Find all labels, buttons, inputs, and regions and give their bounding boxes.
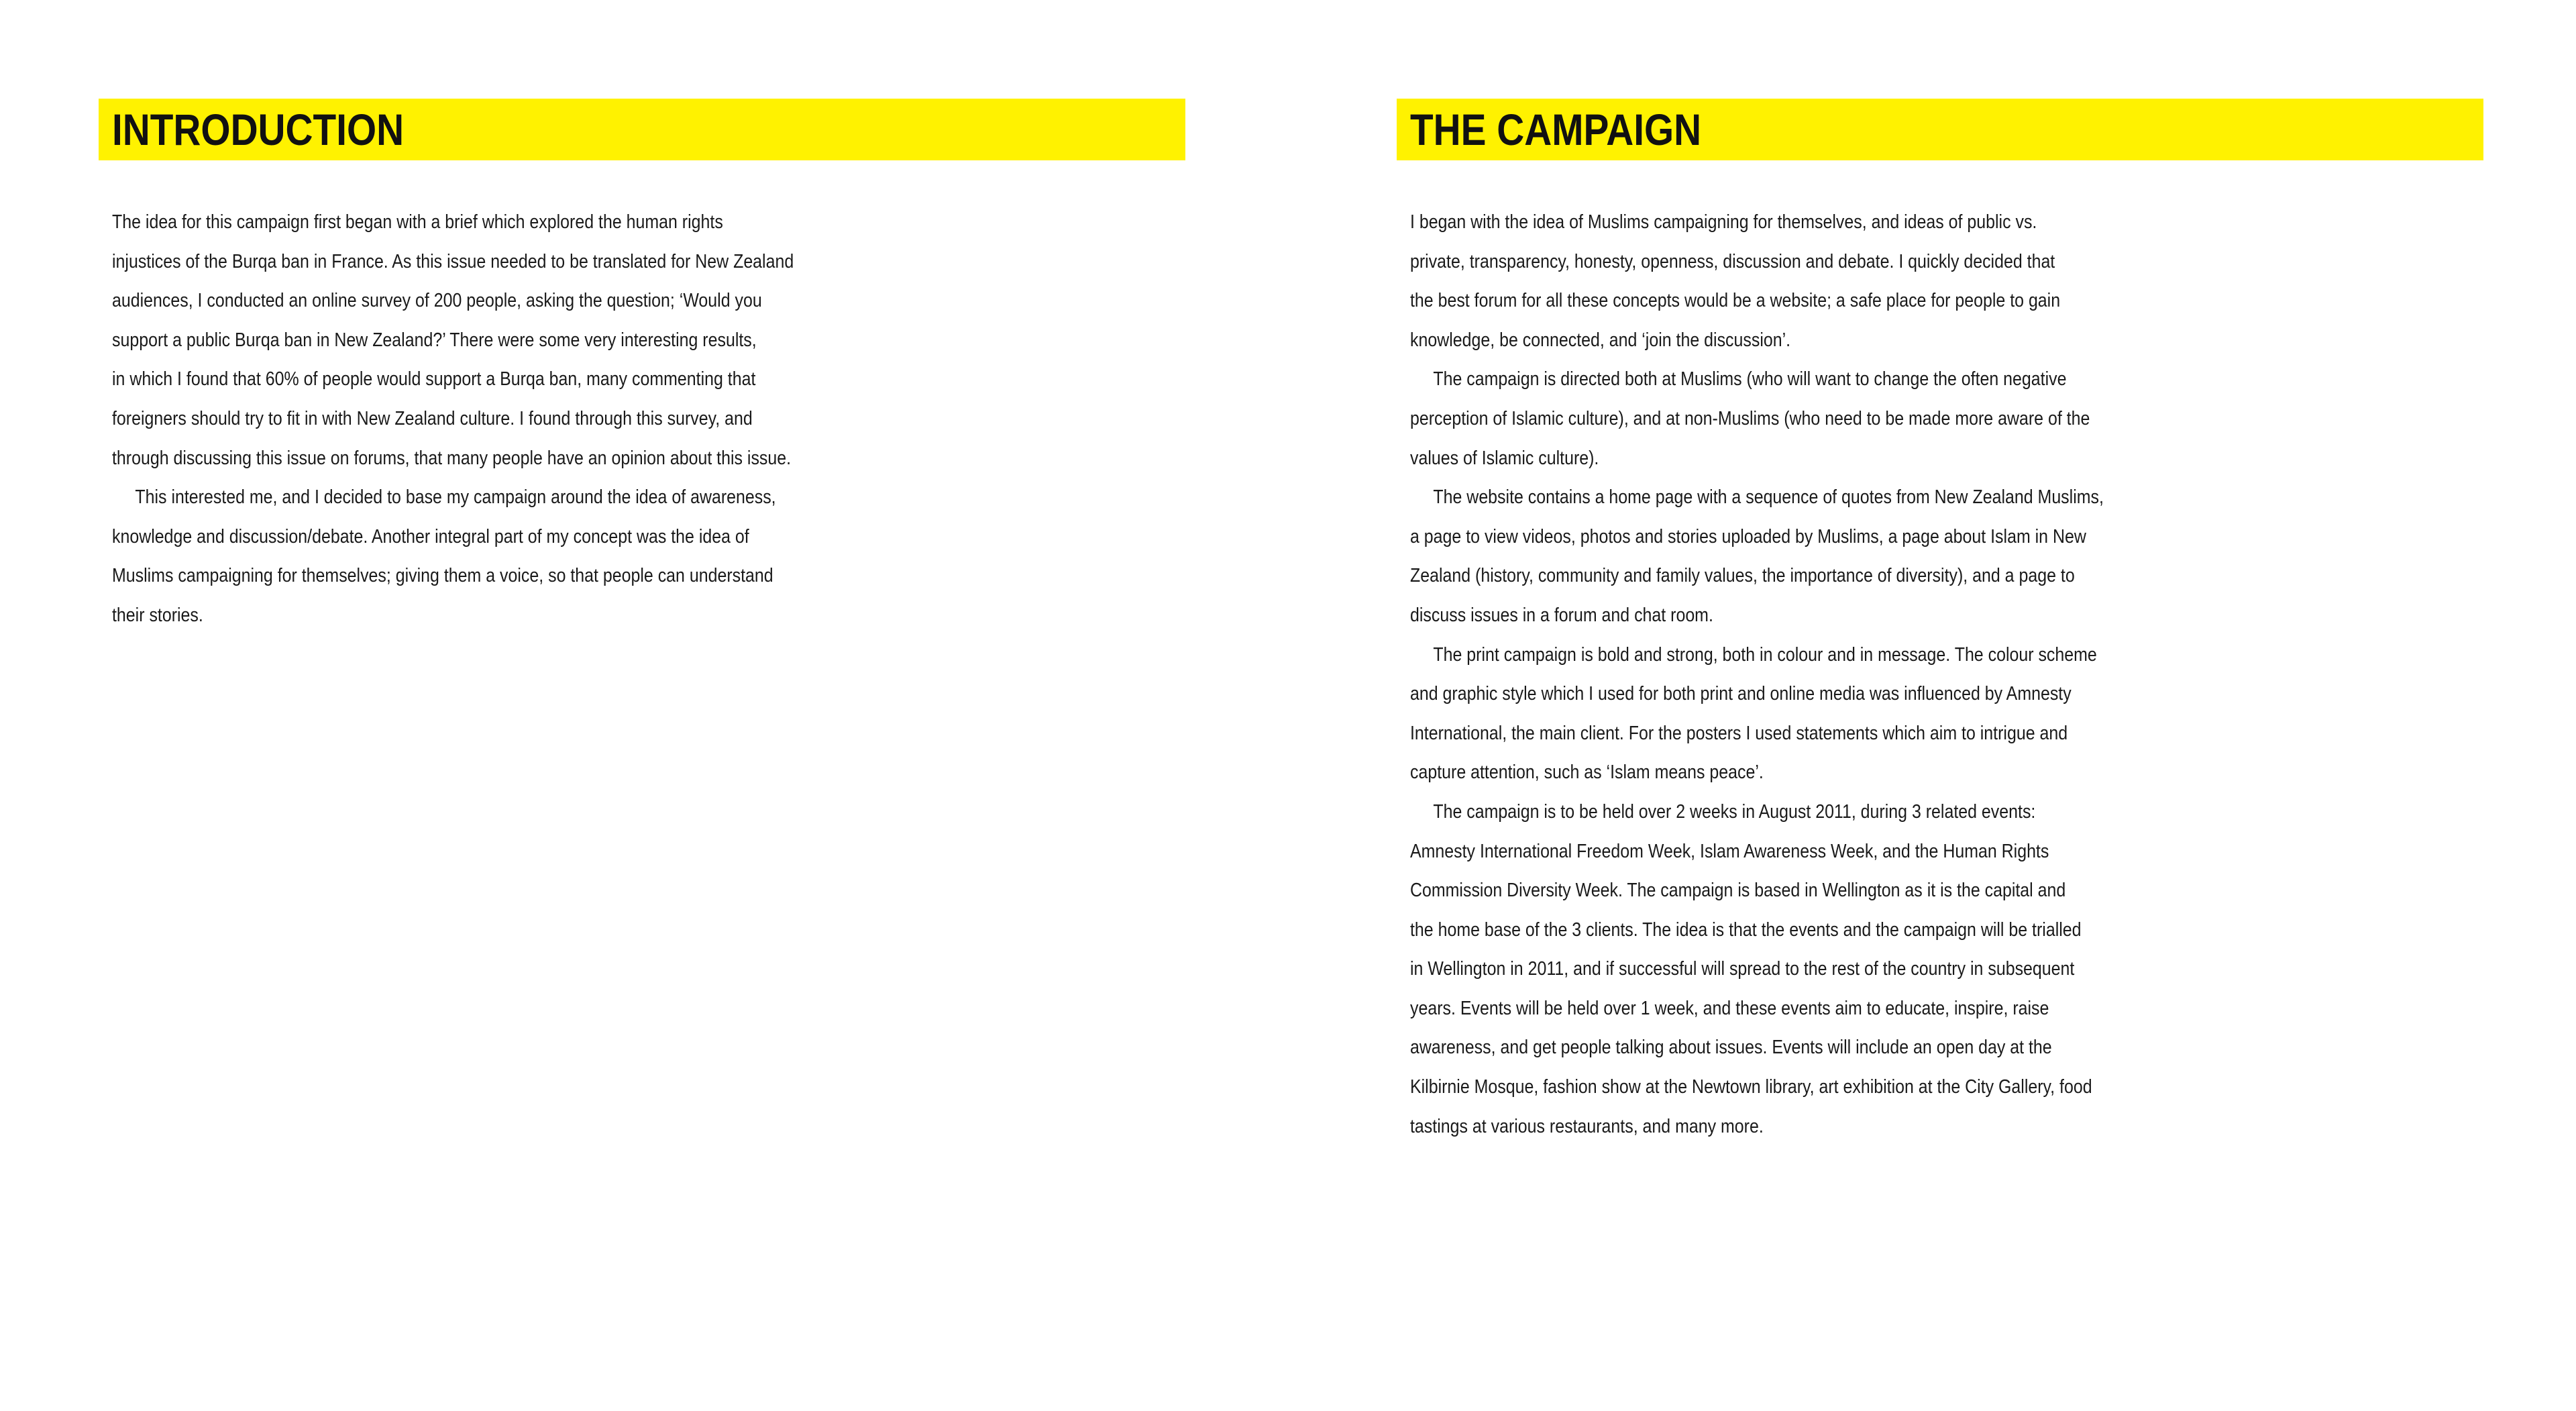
text-line: The website contains a home page with a sequence of quotes from New Zealand Muslims, — [1433, 486, 2104, 509]
text-line: through discussing this issue on forums, that many people have an opinion about this issue. — [112, 447, 792, 469]
text-line: values of Islamic culture). — [1410, 447, 1599, 469]
text-line: I began with the idea of Muslims campaigning for themselves, and ideas of public vs. — [1410, 211, 2037, 233]
text-line: Muslims campaigning for themselves; giving them a voice, so that people can understand — [112, 565, 773, 587]
campaign-body — [1397, 203, 2483, 1146]
text-line: discuss issues in a forum and chat room. — [1410, 604, 1713, 626]
text-line: tastings at various restaurants, and many more. — [1410, 1115, 1764, 1137]
text-line: knowledge and discussion/debate. Another integral part of my concept was the idea of — [112, 525, 749, 547]
text-line: International, the main client. For the posters I used statements which aim to intrigue and — [1410, 722, 2068, 744]
introduction-heading: INTRODUCTION — [112, 105, 405, 154]
text-line: in Wellington in 2011, and if successful will spread to the rest of the country in subsequent — [1410, 958, 2075, 980]
text-line: Amnesty International Freedom Week, Islam Awareness Week, and the Human Rights — [1410, 840, 2049, 862]
text-line: perception of Islamic culture), and at non-Muslims (who need to be made more aware of the — [1410, 407, 2090, 429]
text-line: capture attention, such as ‘Islam means peace’. — [1410, 762, 1764, 784]
text-line: The idea for this campaign first began with a brief which explored the human rights — [112, 211, 723, 233]
introduction-body — [99, 203, 1185, 635]
text-line: audiences, I conducted an online survey of 200 people, asking the question; ‘Would you — [112, 290, 762, 312]
text-line: knowledge, be connected, and ‘join the discussion’. — [1410, 329, 1791, 351]
text-line: The print campaign is bold and strong, both in colour and in message. The colour scheme — [1433, 643, 2097, 666]
text-line: Commission Diversity Week. The campaign is based in Wellington as it is the capital and — [1410, 880, 2066, 902]
text-line: support a public Burqa ban in New Zealand?’ There were some very interesting results, — [112, 329, 757, 351]
introduction-heading-bar — [99, 99, 1185, 160]
campaign-heading: THE CAMPAIGN — [1410, 105, 1702, 154]
text-line: years. Events will be held over 1 week, and these events aim to educate, inspire, raise — [1410, 997, 2049, 1019]
text-line: the home base of the 3 clients. The idea is that the events and the campaign will be trialled — [1410, 919, 2082, 941]
text-line: This interested me, and I decided to base my campaign around the idea of awareness, — [135, 486, 776, 509]
text-line: foreigners should try to fit in with New Zealand culture. I found through this survey, and — [112, 407, 753, 429]
text-line: awareness, and get people talking about issues. Events will include an open day at the — [1410, 1037, 2052, 1059]
text-line: The campaign is to be held over 2 weeks in August 2011, during 3 related events: — [1433, 800, 2036, 823]
campaign-heading-bar — [1397, 99, 2483, 160]
text-line: injustices of the Burqa ban in France. As this issue needed to be translated for New Zealand — [112, 250, 794, 272]
text-line: private, transparency, honesty, openness, discussion and debate. I quickly decided that — [1410, 250, 2055, 272]
text-line: and graphic style which I used for both print and online media was influenced by Amnesty — [1410, 683, 2072, 705]
text-line: in which I found that 60% of people would support a Burqa ban, many commenting that — [112, 368, 756, 390]
text-line: the best forum for all these concepts would be a website; a safe place for people to gain — [1410, 290, 2061, 312]
text-line: Kilbirnie Mosque, fashion show at the Newtown library, art exhibition at the City Gallery, food — [1410, 1076, 2092, 1098]
left-page — [99, 99, 1185, 635]
text-line: a page to view videos, photos and stories uploaded by Muslims, a page about Islam in New — [1410, 525, 2086, 547]
right-page — [1397, 99, 2483, 1146]
text-line: The campaign is directed both at Muslims (who will want to change the often negative — [1433, 368, 2067, 390]
text-line: their stories. — [112, 604, 203, 626]
text-line: Zealand (history, community and family values, the importance of diversity), and a page to — [1410, 565, 2075, 587]
